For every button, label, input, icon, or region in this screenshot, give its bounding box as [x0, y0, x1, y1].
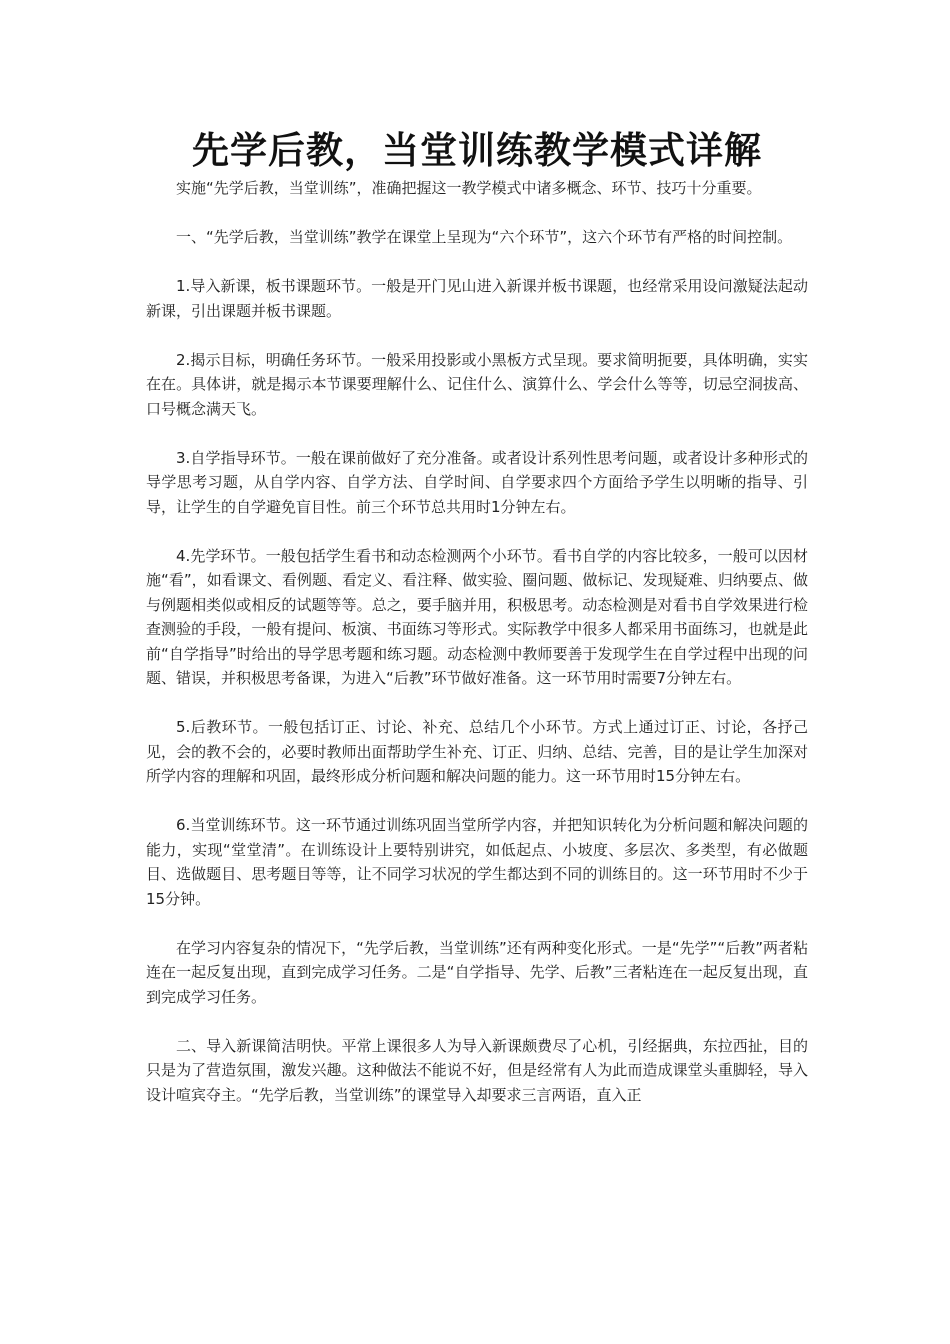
- paragraph-step-3: 3.自学指导环节。一般在课前做好了充分准备。或者设计系列性思考问题，或者设计多种形式的导学思考习题，从自学内容、自学方法、自学时间、自学要求四个方面给予学生以明晰的指导、引导，让学生的自学避免盲目性。前三个环节总共用时1分钟左右。: [146, 448, 808, 516]
- document-title: 先学后教，当堂训练教学模式详解: [192, 128, 762, 172]
- paragraph-intro: 实施“先学后教，当堂训练”，准确把握这一教学模式中诸多概念、环节、技巧十分重要。: [176, 179, 762, 197]
- paragraph-section-one: 一、“先学后教，当堂训练”教学在课堂上呈现为“六个环节”，这六个环节有严格的时间控制。: [176, 228, 793, 246]
- paragraph-section-two: 二、导入新课简洁明快。平常上课很多人为导入新课颇费尽了心机，引经据典，东拉西扯，目的只是为了营造氛围，激发兴趣。这种做法不能说不好，但是经常有人为此而造成课堂头重脚轻，导入设计喧宾夺主。“先学后教，当堂训练”的课堂导入却要求三言两语，直入正: [146, 1036, 808, 1104]
- paragraph-variations: 在学习内容复杂的情况下，“先学后教，当堂训练”还有两种变化形式。一是“先学”“后教”两者粘连在一起反复出现，直到完成学习任务。二是“自学指导、先学、后教”三者粘连在一起反复出现，直到完成学习任务。: [146, 938, 808, 1006]
- paragraph-step-4: 4.先学环节。一般包括学生看书和动态检测两个小环节。看书自学的内容比较多，一般可以因材施“看”，如看课文、看例题、看定义、看注释、做实验、圈问题、做标记、发现疑难、归纳要点、做与例题相类似或相反的试题等等。总之，要手脑并用，积极思考。动态检测是对看书自学效果进行检查测验的手段，一般有提问、板演、书面练习等形式。实际教学中很多人都采用书面练习，也就是此前“自学指导”时给出的导学思考题和练习题。动态检测中教师要善于发现学生在自学过程中出现的问题、错误，并积极思考备课，为进入“后教”环节做好准备。这一环节用时需要7分钟左右。: [146, 546, 808, 687]
- document-page: [146, 126, 808, 1132]
- paragraph-step-5: 5.后教环节。一般包括订正、讨论、补充、总结几个小环节。方式上通过订正、讨论，各抒己见，会的教不会的，必要时教师出面帮助学生补充、订正、归纳、总结、完善，目的是让学生加深对所学内容的理解和巩固，最终形成分析问题和解决问题的能力。这一环节用时15分钟左右。: [146, 718, 808, 785]
- paragraph-step-6: 6.当堂训练环节。这一环节通过训练巩固当堂所学内容，并把知识转化为分析问题和解决问题的能力，实现“堂堂清”。在训练设计上要特别讲究，如低起点、小坡度、多层次、多类型，有必做题目、选做题目、思考题目等等，让不同学习状况的学生都达到不同的训练目的。这一环节用时不少于15分钟。: [146, 816, 808, 908]
- paragraph-step-1: 1.导入新课，板书课题环节。一般是开门见山进入新课并板书课题，也经常采用设问激疑法起动新课，引出课题并板书课题。: [146, 277, 808, 320]
- paragraph-step-2: 2.揭示目标，明确任务环节。一般采用投影或小黑板方式呈现。要求简明扼要，具体明确，实实在在。具体讲，就是揭示本节课要理解什么、记住什么、演算什么、学会什么等等，切忌空洞拔高、口号概念满天飞。: [146, 350, 808, 418]
